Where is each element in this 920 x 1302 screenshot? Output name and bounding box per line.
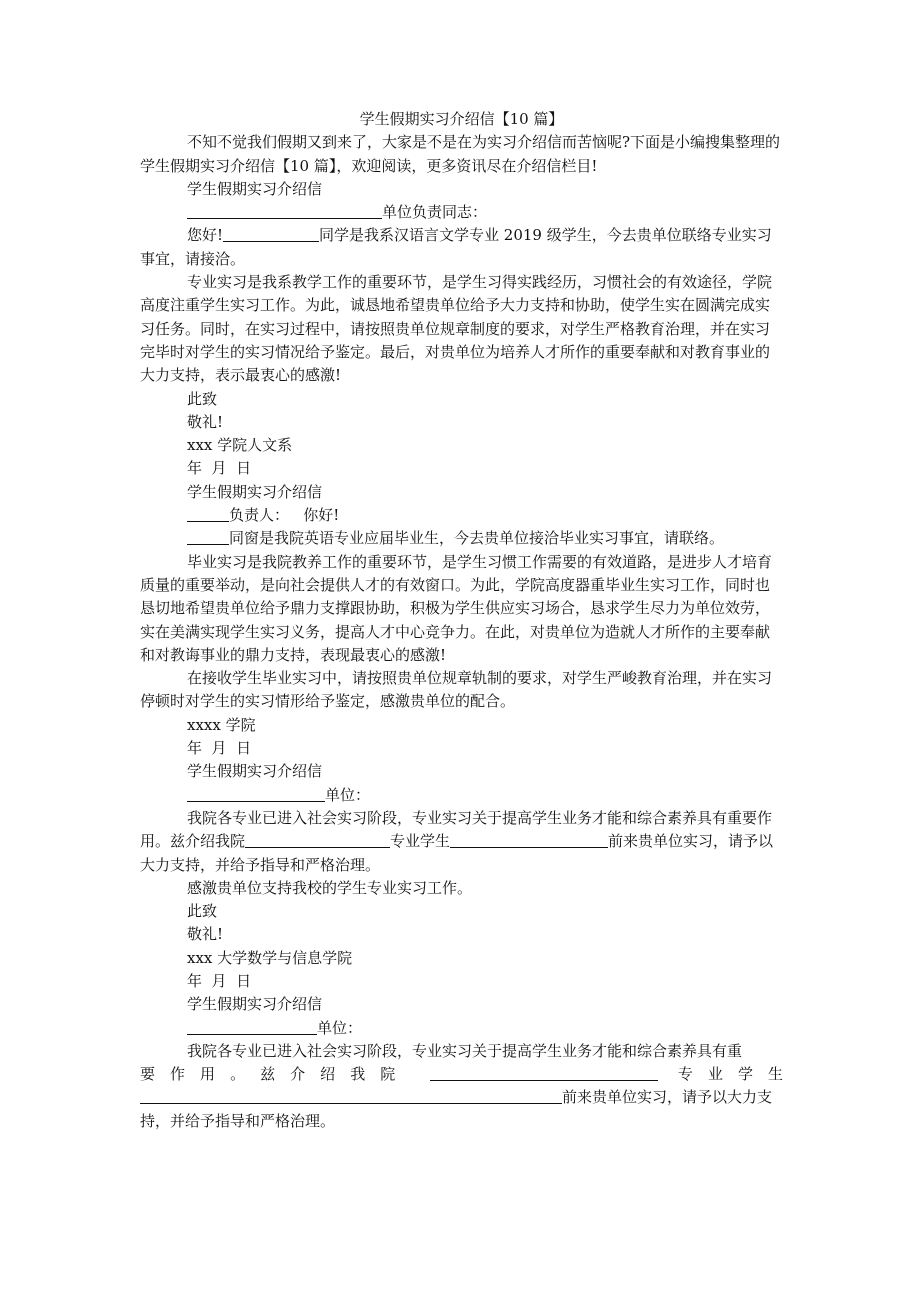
letter4-body-c1: 前来贵单位实习，请予以大力支 xyxy=(562,1088,773,1107)
letter3-body-c: 前来贵单位实习，请予以大力支持，并给予指导和严格治理。 xyxy=(140,832,774,874)
letter4-body-line2 xyxy=(140,1063,783,1086)
letter4-body-b: 专业学生 xyxy=(677,1065,783,1084)
blank-line xyxy=(140,1088,562,1104)
blank-line xyxy=(245,832,390,848)
letter1-sign: xxx 学院人文系 xyxy=(187,436,293,455)
letter1-greeting xyxy=(140,224,783,271)
letter3-body xyxy=(140,807,783,877)
letter3-sign: xxx 大学数学与信息学院 xyxy=(187,948,353,967)
blank-line xyxy=(223,226,319,242)
letter2-addressee-line xyxy=(140,504,783,527)
letter3-body-b: 专业学生 xyxy=(390,832,451,851)
letter4-heading: 学生假期实习介绍信 xyxy=(187,995,323,1014)
letter4-body-a2: 要作用。兹介绍我院 xyxy=(140,1065,411,1084)
letter1-greet-b: 同学是我系汉语言文学专业 2019 级学生，今去贵单位联络专业实习事宜，请接洽。 xyxy=(140,226,772,268)
letter2-body: 毕业实习是我院教养工作的重要环节，是学生习惯工作需要的有效道路，是进步人才培育质量的重要举动，是向社会提供人才的有效窗口。为此，学院高度器重毕业生实习工作，同时也恳切地希望贵单位给予鼎力支撑跟协助，积极为学生供应实习场合，恳求学生尽力为单位效劳，实在美满实现学生实习义务，提高人才中心竞争力。在此，对贵单位为造就人才所作的主要奉献和对教诲事业的鼎力支持，表现最衷心的感激! xyxy=(140,552,773,664)
letter1-heading: 学生假期实习介绍信 xyxy=(187,179,323,198)
letter3-body-a: 我院各专业已进入社会实习阶段，专业实习关于提高学生业务才能和综合素养具有重要作用。兹介绍我院 xyxy=(140,808,773,851)
letter3-heading: 学生假期实习介绍信 xyxy=(187,762,323,781)
letter3-addressee: 单位： xyxy=(325,785,371,804)
letter3-thanks: 感激贵单位支持我校的学生专业实习工作。 xyxy=(187,878,473,897)
letter1-addressee: 单位负责同志： xyxy=(382,203,488,222)
letter1-body: 专业实习是我系教学工作的重要环节，是学生习得实践经历，习惯社会的有效途径，学院高度注重学生实习工作。为此，诚恳地希望贵单位给予大力支持和协助，使学生实在圆满完成实习任务。同时，在实习过程中，请按照贵单位规章制度的要求，对学生严格教育治理，并在实习完毕时对学生的实习情况给予鉴定。最后，对贵单位为培养人才所作的重要奉献和对教育事业的大力支持，表示最衷心的感激! xyxy=(140,273,773,385)
letter3-closing1: 此致 xyxy=(187,902,218,921)
letter4-body-line1: 我院各专业已进入社会实习阶段，专业实习关于提高学生业务才能和综合素养具有重 xyxy=(187,1041,743,1060)
blank-line xyxy=(187,203,382,219)
letter1-closing2: 敬礼! xyxy=(187,412,224,431)
blank-line xyxy=(187,506,229,522)
letter4-body-line4: 持，并给予指导和严格治理。 xyxy=(140,1111,336,1130)
blank-line xyxy=(187,1019,317,1035)
letter2-date: 年 月 日 xyxy=(187,739,252,758)
document-title: 学生假期实习介绍信【10 篇】 xyxy=(359,110,564,128)
letter3-date: 年 月 日 xyxy=(187,971,252,990)
letter1-date: 年 月 日 xyxy=(187,459,252,478)
letter2-sign: xxxx 学院 xyxy=(187,715,256,734)
blank-line xyxy=(450,832,608,848)
letter1-closing1: 此致 xyxy=(187,389,218,408)
letter2-addressee: 负责人： 你好! xyxy=(229,506,340,525)
letter4-addressee-line xyxy=(140,1017,783,1040)
letter3-closing2: 敬礼! xyxy=(187,925,224,944)
blank-line xyxy=(187,529,229,545)
letter2-heading: 学生假期实习介绍信 xyxy=(187,482,323,501)
letter4-addressee: 单位： xyxy=(317,1018,363,1037)
letter2-body2: 在接收学生毕业实习中，请按照贵单位规章轨制的要求，对学生严峻教育治理，并在实习停顿时对学生的实习情形给予鉴定，感激贵单位的配合。 xyxy=(140,669,773,711)
letter4-body-line3 xyxy=(140,1086,783,1109)
document-page xyxy=(140,108,783,1133)
letter3-addressee-line xyxy=(140,784,783,807)
letter1-addressee-line xyxy=(140,201,783,224)
letter1-greet-a: 您好! xyxy=(187,226,224,245)
blank-line xyxy=(430,1065,658,1081)
blank-line xyxy=(187,786,325,802)
letter2-line1-text: 同窗是我院英语专业应届毕业生，今去贵单位接洽毕业实习事宜，请联络。 xyxy=(229,529,725,548)
intro-paragraph: 不知不觉我们假期又到来了，大家是不是在为实习介绍信而苦恼呢?下面是小编搜集整理的学生假期实习介绍信【10 篇】，欢迎阅读，更多资讯尽在介绍信栏目! xyxy=(140,133,781,175)
letter2-line1 xyxy=(140,527,783,550)
